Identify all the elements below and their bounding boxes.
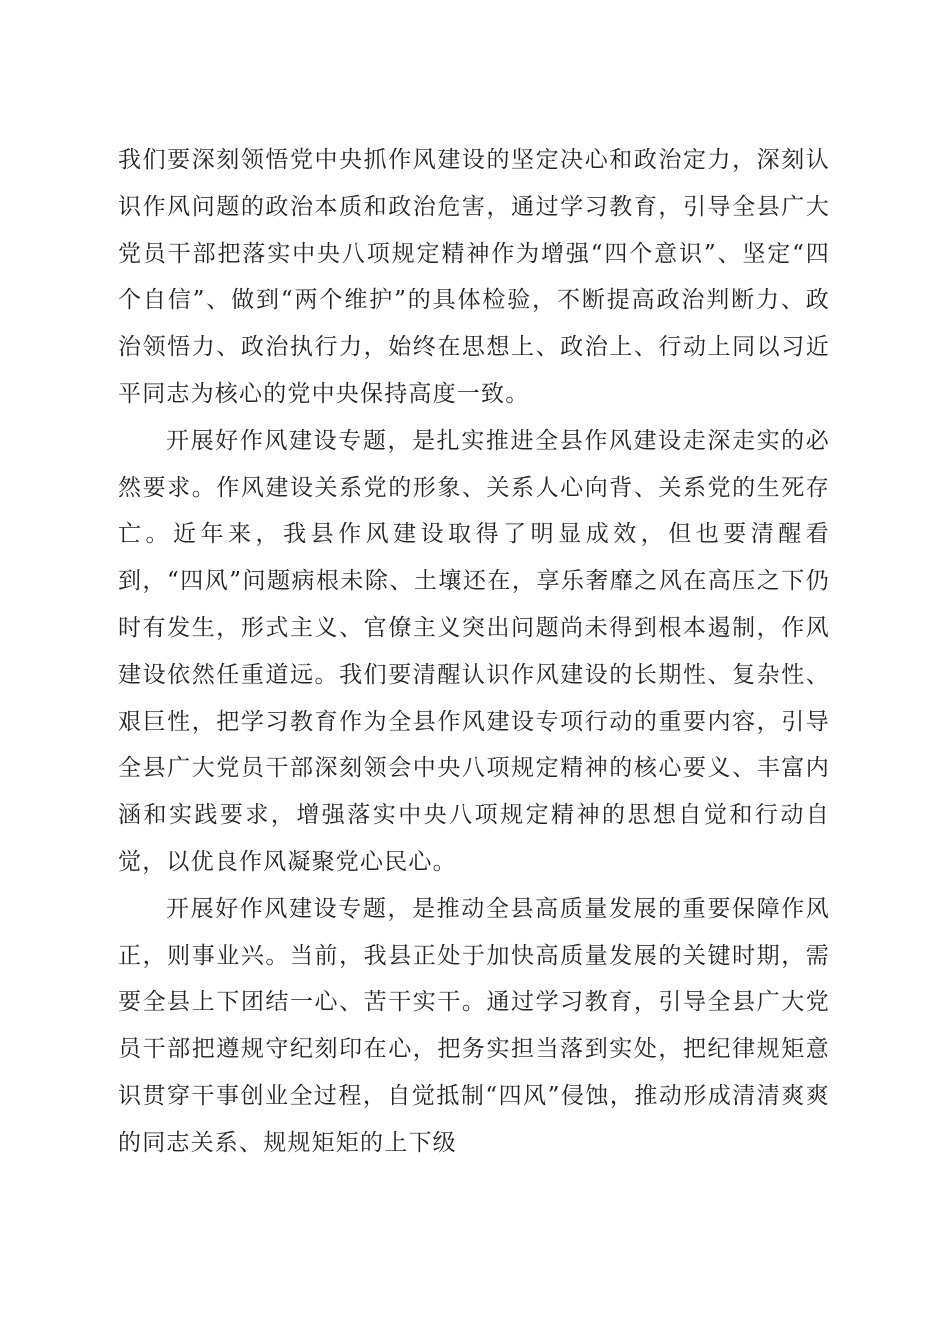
paragraph-1: 我们要深刻领悟党中央抓作风建设的坚定决心和政治定力，深刻认识作风问题的政治本质和政治危害，通过学习教育，引导全县广大党员干部把落实中央八项规定精神作为增强“四个意识”、坚定“四个自信”、做到“两个维护”的具体检验，不断提高政治判断力、政治领悟力、政治执行力，始终在思想上、政治上、行动上同以习近平同志为核心的党中央保持高度一致。 — [118, 147, 830, 407]
document-body — [118, 137, 830, 1167]
paragraph-3: 开展好作风建设专题，是推动全县高质量发展的重要保障作风正，则事业兴。当前，我县正处于加快高质量发展的关键时期，需要全县上下团结一心、苦干实干。通过学习教育，引导全县广大党员干部把遵规守纪刻印在心，把务实担当落到实处，把纪律规矩意识贯穿干事创业全过程，自觉抵制“四风”侵蚀，推动形成清清爽爽的同志关系、规规矩矩的上下级 — [118, 895, 830, 1156]
paragraph-2: 开展好作风建设专题，是扎实推进全县作风建设走深走实的必然要求。作风建设关系党的形象、关系人心向背、关系党的生死存亡。近年来，我县作风建设取得了明显成效，但也要清醒看到，“四风”问题病根未除、土壤还在，享乐奢靡之风在高压之下仍时有发生，形式主义、官僚主义突出问题尚未得到根本遏制，作风建设依然任重道远。我们要清醒认识作风建设的长期性、复杂性、艰巨性，把学习教育作为全县作风建设专项行动的重要内容，引导全县广大党员干部深刻领会中央八项规定精神的核心要义、丰富内涵和实践要求，增强落实中央八项规定精神的思想自觉和行动自觉，以优良作风凝聚党心民心。 — [118, 427, 830, 875]
